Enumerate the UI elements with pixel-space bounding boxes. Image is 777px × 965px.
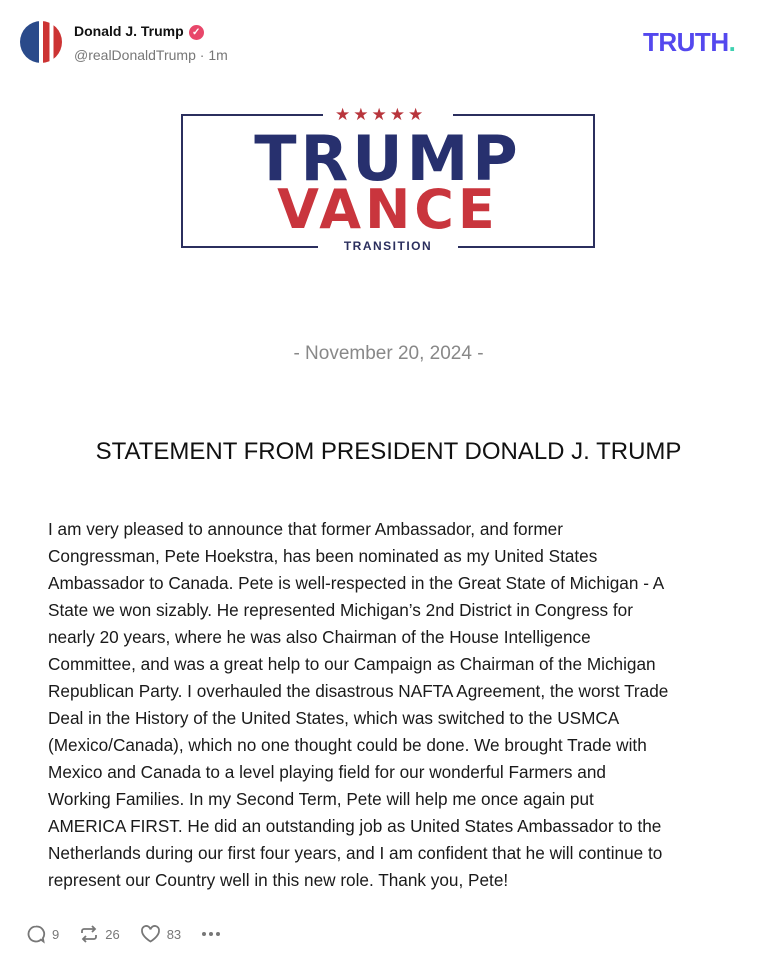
like-button[interactable]	[140, 924, 181, 944]
statement-body	[48, 516, 668, 894]
logo-vance: VANCE	[277, 178, 499, 241]
more-options-button[interactable]	[201, 931, 221, 937]
body-line: Netherlands during our first four years, and I am confident that he will continue to	[48, 843, 663, 863]
more-icon	[201, 931, 221, 937]
like-count: 83	[166, 926, 182, 942]
body-line: Working Families. In my Second Term, Pete will help me once again put	[48, 789, 594, 809]
body-line: Republican Party. I overhauled the disastrous NAFTA Agreement, the worst Trade	[48, 681, 669, 701]
body-line: Ambassador to Canada. Pete is well-respected in the Great State of Michigan - A	[48, 573, 665, 593]
retruth-button[interactable]	[79, 924, 119, 944]
post-time[interactable]: 1m	[208, 47, 228, 63]
body-line: AMERICA FIRST. He did an outstanding job as United States Ambassador to the	[48, 816, 662, 836]
retruth-count: 26	[105, 926, 120, 942]
truth-social-logo[interactable]: TRUTH.	[643, 27, 736, 57]
post-actions	[26, 924, 241, 944]
body-line: Congressman, Pete Hoekstra, has been nominated as my United States	[48, 546, 598, 566]
body-line: Committee, and was a great help to our Campaign as Chairman of the Michigan	[48, 654, 656, 674]
statement-title: STATEMENT FROM PRESIDENT DONALD J. TRUMP	[95, 438, 682, 465]
heart-icon	[140, 924, 161, 944]
statement-date: - November 20, 2024 -	[293, 343, 484, 364]
retruth-icon	[79, 924, 99, 944]
body-line: represent our Country well in this new role. Thank you, Pete!	[48, 870, 509, 890]
body-line: nearly 20 years, where he was also Chairman of the House Intelligence	[48, 627, 591, 647]
verified-badge-icon: ✓	[189, 25, 204, 40]
author-handle: @realDonaldTrump · 1m	[74, 47, 228, 63]
body-line: I am very pleased to announce that former Ambassador, and former	[48, 519, 563, 539]
reply-count: 9	[52, 926, 60, 942]
body-line: State we won sizably. He represented Michigan’s 2nd District in Congress for	[48, 600, 633, 620]
body-line: (Mexico/Canada), which no one thought could be done. We brought Trade with	[48, 735, 647, 755]
body-line: Mexico and Canada to a level playing field for our wonderful Farmers and	[48, 762, 606, 782]
logo-trump: TRUMP	[254, 122, 522, 195]
avatar[interactable]	[20, 21, 62, 63]
body-line: Deal in the History of the United States, which was switched to the USMCA	[48, 708, 620, 728]
logo-transition: TRANSITION	[343, 239, 433, 253]
reply-button[interactable]	[26, 924, 59, 944]
author-name[interactable]: Donald J. Trump ✓	[74, 23, 204, 40]
stars-icon: ★★★★★	[335, 105, 427, 124]
reply-icon	[26, 924, 46, 944]
